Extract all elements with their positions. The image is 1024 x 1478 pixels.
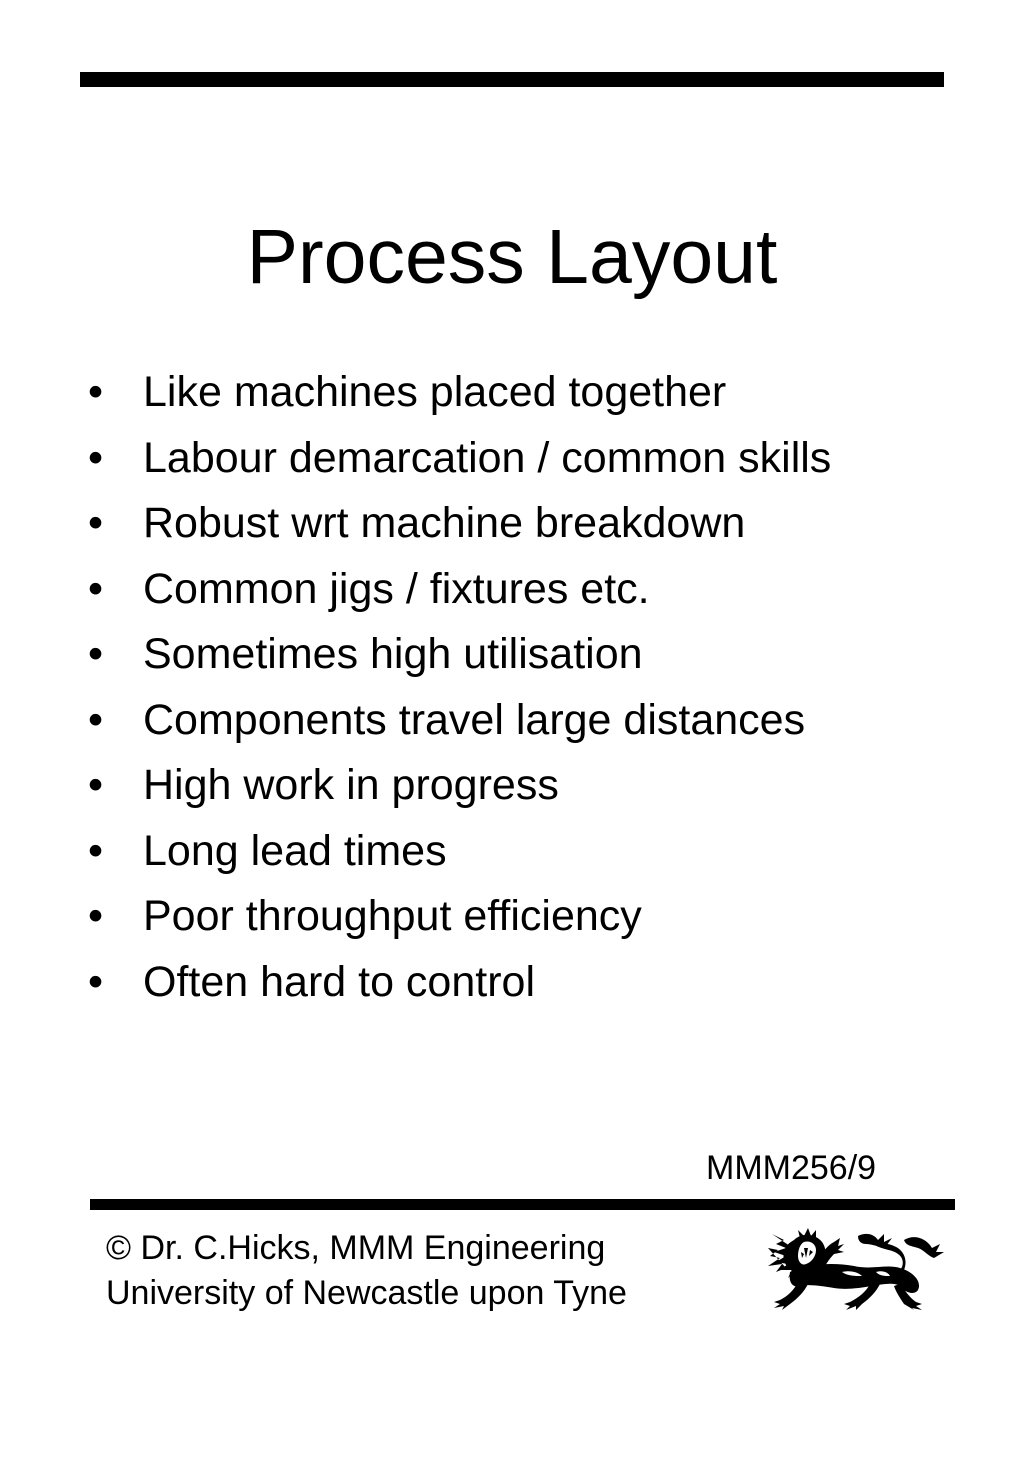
bullet-item	[87, 753, 967, 819]
bullet-icon: •	[88, 826, 104, 875]
bullet-text: Common jigs / fixtures etc.	[143, 564, 650, 613]
bullet-text: High work in progress	[143, 761, 559, 809]
bullet-text: Like machines placed together	[143, 368, 727, 416]
bullet-icon: •	[88, 761, 104, 809]
slide-code: MMM256/9	[706, 1149, 877, 1187]
credit-line-author: © Dr. C.Hicks, MMM Engineering	[106, 1229, 606, 1267]
bullet-icon: •	[88, 433, 104, 482]
credit-line-university: University of Newcastle upon Tyne	[106, 1274, 627, 1312]
heraldic-lion-icon	[754, 1226, 946, 1310]
bottom-divider	[90, 1199, 955, 1210]
bullet-item	[87, 688, 967, 754]
bullet-item	[87, 819, 967, 885]
bullet-icon: •	[88, 368, 104, 416]
bullet-item	[87, 491, 967, 557]
bullet-icon: •	[88, 957, 104, 1006]
bullet-text: Often hard to control	[143, 957, 535, 1006]
bullet-icon: •	[88, 892, 104, 940]
bullet-icon: •	[88, 564, 104, 613]
bullet-text: Labour demarcation / common skills	[143, 433, 832, 482]
bullet-item	[87, 426, 967, 492]
bullet-text: Robust wrt machine breakdown	[143, 499, 746, 547]
bullet-item	[87, 360, 967, 426]
bullet-icon: •	[88, 695, 104, 744]
bullet-item	[87, 622, 967, 688]
bullet-icon: •	[88, 630, 104, 678]
bullet-item	[87, 884, 967, 950]
bullet-list	[87, 360, 967, 1015]
bullet-text: Poor throughput efficiency	[143, 892, 642, 940]
bullet-item	[87, 950, 967, 1016]
top-divider	[80, 72, 944, 87]
bullet-text: Sometimes high utilisation	[143, 630, 643, 678]
bullet-text: Components travel large distances	[143, 695, 806, 744]
bullet-text: Long lead times	[143, 826, 447, 875]
footer-credit	[106, 1226, 627, 1316]
bullet-icon: •	[88, 499, 104, 547]
slide-title: Process Layout	[246, 214, 778, 300]
bullet-item	[87, 557, 967, 623]
